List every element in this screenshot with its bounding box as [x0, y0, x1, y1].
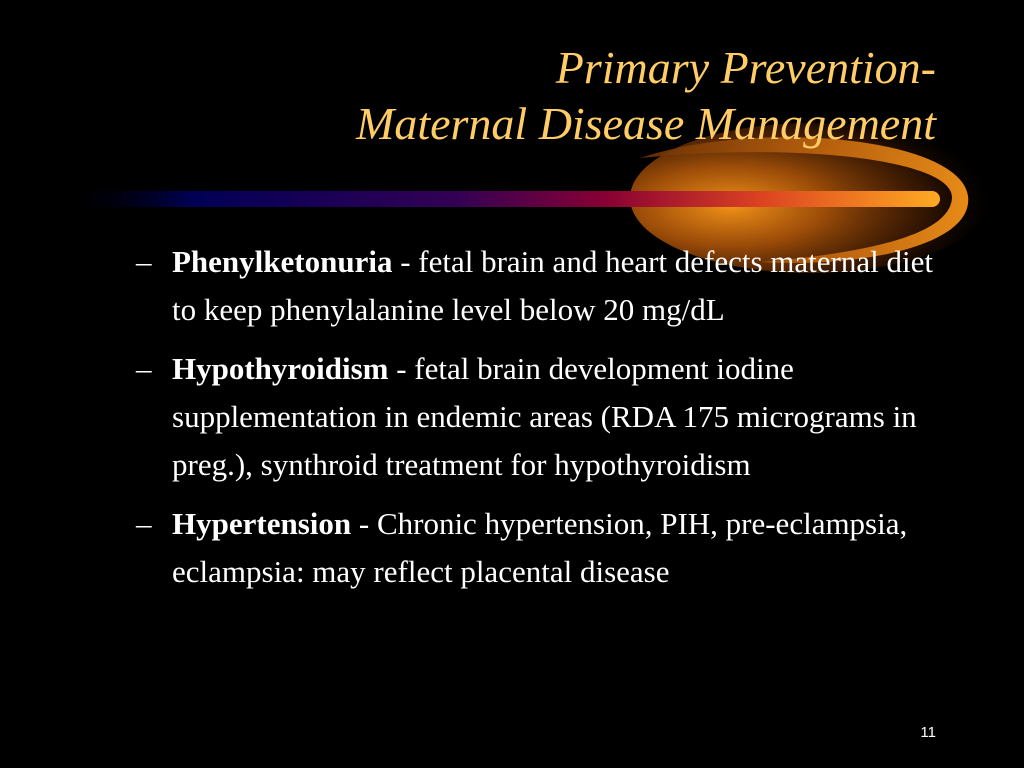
bullet-term: Phenylketonuria — [172, 244, 393, 279]
list-item — [136, 345, 956, 489]
bullet-term: Hypertension — [172, 506, 352, 541]
title-line-1: Primary Prevention- — [555, 42, 936, 93]
bullet-dash: – — [136, 506, 152, 541]
slide-title — [136, 40, 936, 152]
bullet-text: - Chronic hypertension, PIH, pre-eclampsia, eclampsia: may reflect placental disease — [172, 506, 908, 589]
bullet-term: Hypothyroidism — [172, 351, 389, 386]
bullet-dash: – — [136, 244, 152, 279]
bullet-text: - fetal brain development iodine supplementation in endemic areas (RDA 175 micrograms in preg.), synthroid treatment for hypothyroidism — [172, 351, 917, 482]
bullet-dash: – — [136, 351, 152, 386]
title-line-2: Maternal Disease Management — [356, 98, 936, 149]
page-number: 11 — [920, 724, 936, 741]
list-item — [136, 238, 956, 334]
bullet-text: - fetal brain and heart defects maternal diet to keep phenylalanine level below 20 mg/dL — [172, 244, 933, 327]
bullet-list — [136, 238, 956, 607]
list-item — [136, 500, 956, 596]
swoosh-bar — [60, 191, 940, 207]
